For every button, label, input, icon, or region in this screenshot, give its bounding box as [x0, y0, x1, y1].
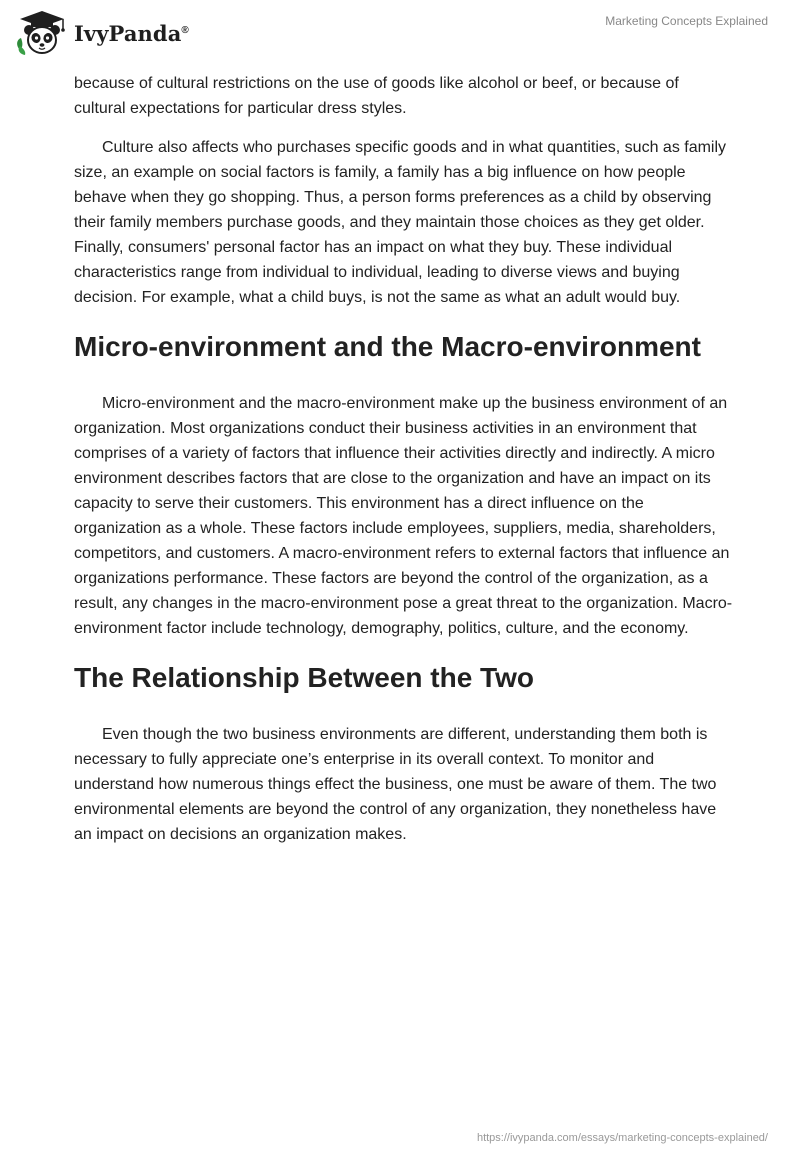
registered-mark: ® [181, 24, 189, 36]
source-url[interactable]: https://ivypanda.com/essays/marketing-concepts-explained/ [476, 1132, 768, 1144]
brand-name: IvyPanda® [74, 20, 189, 46]
paragraph-micro-macro: Micro-environment and the macro-environment make up the business environment of an organization. Most organizations conduct their business activities in an environment that comprises of a variety of factors that influence their activities directly and indirectly. A micro environment describes factors that are close to the organization and have an impact on its capacity to serve their customers. This environment has a direct influence on the organization as a whole. These factors include employees, suppliers, media, shareholders, competitors, and customers. A macro-environment refers to external factors that influence an organizations performance. These factors are beyond the control of the organization, as a result, any changes in the macro-environment pose a great threat to the organization. Macro-environment factor include technology, demography, politics, culture, and the economy. [74, 395, 733, 637]
article-body [74, 71, 734, 861]
paragraph-culture: Culture also affects who purchases specific goods and in what quantities, such as family size, an example on social factors is family, a family has a big influence on how people behave when they go shopping. Thus, a person forms preferences as a child by observing their family members purchase goods, and they maintain those choices as they get older. Finally, consumers' personal factor has an impact on what they buy. These individual characteristics range from individual to individual, leading to diverse views and buying decision. For example, what a child buys, is not the same as what an adult would buy. [74, 139, 727, 306]
paragraph-continued: because of cultural restrictions on the use of goods like alcohol or beef, or because of cultural expectations for particular dress styles. [74, 75, 679, 117]
heading-micro-macro: Micro-environment and the Macro-environment [74, 331, 701, 362]
panda-graduate-icon [14, 8, 70, 58]
ivypanda-logo[interactable] [14, 8, 189, 58]
heading-relationship: The Relationship Between the Two [74, 662, 534, 693]
paragraph-relationship: Even though the two business environments are different, understanding them both is necessary to fully appreciate one’s enterprise in its overall context. To monitor and understand how numerous things effect the business, one must be aware of them. The two environmental elements are beyond the control of any organization, they nonetheless have an impact on decisions an organization makes. [74, 726, 717, 843]
document-title: Marketing Concepts Explained [605, 14, 768, 28]
page-header [0, 0, 800, 64]
